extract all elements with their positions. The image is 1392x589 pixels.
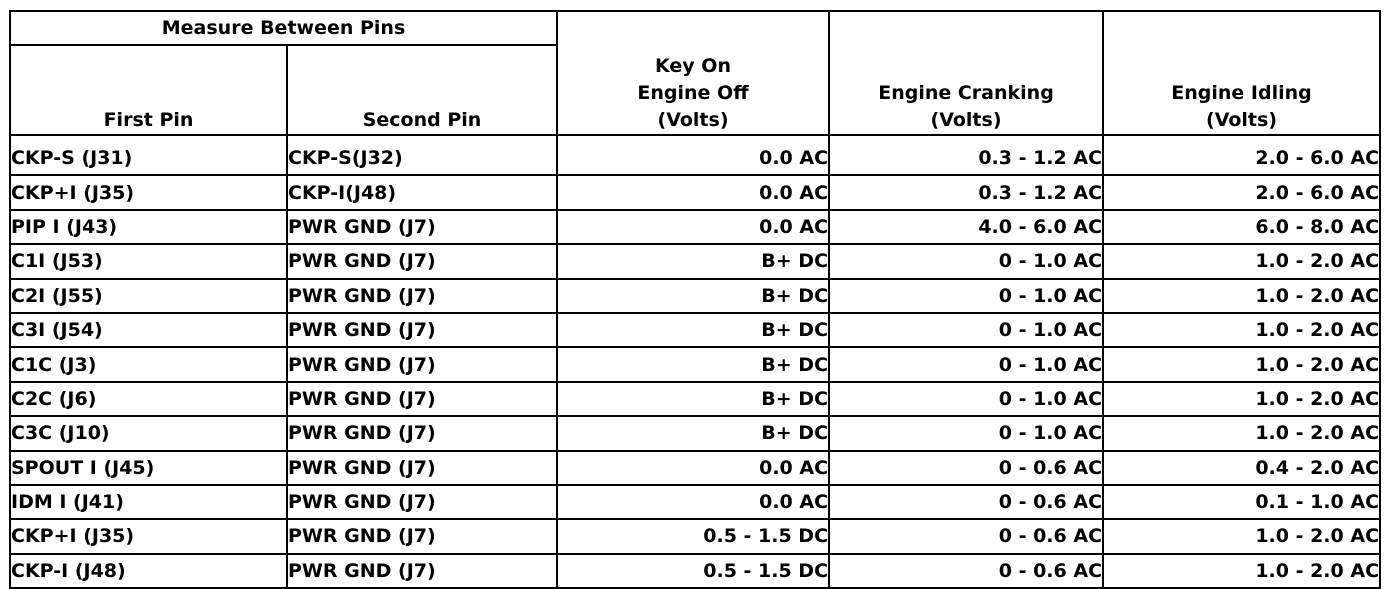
engine-idling-cell: 0.1 - 1.0 AC bbox=[1103, 485, 1380, 519]
first-pin-cell: C2I (J55) bbox=[10, 279, 287, 313]
engine-cranking-cell: 0 - 0.6 AC bbox=[829, 519, 1103, 553]
key-on-engine-off-cell: B+ DC bbox=[557, 313, 829, 347]
second-pin-cell: PWR GND (J7) bbox=[287, 485, 557, 519]
table-row bbox=[10, 244, 1380, 278]
engine-cranking-cell: 0 - 1.0 AC bbox=[829, 416, 1103, 450]
engine-cranking-cell: 0 - 1.0 AC bbox=[829, 313, 1103, 347]
engine-cranking-cell: 0 - 1.0 AC bbox=[829, 382, 1103, 416]
engine-cranking-header bbox=[829, 11, 1103, 135]
second-pin-cell: CKP-S(J32) bbox=[287, 135, 557, 175]
first-pin-cell: CKP-I (J48) bbox=[10, 554, 287, 588]
second-pin-cell: PWR GND (J7) bbox=[287, 451, 557, 485]
koeo-header-line-1: Key On bbox=[655, 55, 731, 77]
table-row bbox=[10, 554, 1380, 588]
engine-idling-cell: 1.0 - 2.0 AC bbox=[1103, 382, 1380, 416]
engine-idling-cell: 1.0 - 2.0 AC bbox=[1103, 313, 1380, 347]
table-body bbox=[10, 135, 1380, 588]
idling-header-line-2: (Volts) bbox=[1206, 109, 1278, 131]
second-pin-header: Second Pin bbox=[287, 45, 557, 135]
key-on-engine-off-cell: 0.5 - 1.5 DC bbox=[557, 519, 829, 553]
key-on-engine-off-cell: 0.5 - 1.5 DC bbox=[557, 554, 829, 588]
key-on-engine-off-cell: 0.0 AC bbox=[557, 485, 829, 519]
cranking-header-line-1: Engine Cranking bbox=[878, 82, 1054, 104]
first-pin-cell: C2C (J6) bbox=[10, 382, 287, 416]
table-row bbox=[10, 382, 1380, 416]
engine-cranking-cell: 0 - 0.6 AC bbox=[829, 451, 1103, 485]
table-row bbox=[10, 313, 1380, 347]
engine-cranking-cell: 0 - 1.0 AC bbox=[829, 347, 1103, 381]
second-pin-cell: CKP-I(J48) bbox=[287, 175, 557, 209]
second-pin-cell: PWR GND (J7) bbox=[287, 244, 557, 278]
key-on-engine-off-header bbox=[557, 11, 829, 135]
table-row bbox=[10, 451, 1380, 485]
second-pin-cell: PWR GND (J7) bbox=[287, 382, 557, 416]
key-on-engine-off-cell: B+ DC bbox=[557, 244, 829, 278]
second-pin-cell: PWR GND (J7) bbox=[287, 416, 557, 450]
table-row bbox=[10, 347, 1380, 381]
koeo-header-line-3: (Volts) bbox=[657, 109, 729, 131]
second-pin-cell: PWR GND (J7) bbox=[287, 519, 557, 553]
first-pin-cell: CKP+I (J35) bbox=[10, 175, 287, 209]
key-on-engine-off-cell: B+ DC bbox=[557, 416, 829, 450]
table-row bbox=[10, 279, 1380, 313]
cranking-header-line-2: (Volts) bbox=[930, 109, 1002, 131]
first-pin-cell: C1C (J3) bbox=[10, 347, 287, 381]
engine-idling-cell: 6.0 - 8.0 AC bbox=[1103, 210, 1380, 244]
first-pin-cell: C3I (J54) bbox=[10, 313, 287, 347]
first-pin-cell: C1I (J53) bbox=[10, 244, 287, 278]
pin-voltage-table bbox=[9, 10, 1381, 589]
key-on-engine-off-cell: 0.0 AC bbox=[557, 210, 829, 244]
first-pin-cell: CKP-S (J31) bbox=[10, 135, 287, 175]
second-pin-cell: PWR GND (J7) bbox=[287, 347, 557, 381]
engine-cranking-cell: 0 - 0.6 AC bbox=[829, 554, 1103, 588]
key-on-engine-off-cell: B+ DC bbox=[557, 382, 829, 416]
engine-idling-cell: 1.0 - 2.0 AC bbox=[1103, 554, 1380, 588]
table-row bbox=[10, 416, 1380, 450]
second-pin-cell: PWR GND (J7) bbox=[287, 554, 557, 588]
table-row bbox=[10, 135, 1380, 175]
engine-cranking-cell: 0 - 1.0 AC bbox=[829, 244, 1103, 278]
koeo-header-line-2: Engine Off bbox=[637, 82, 749, 104]
first-pin-cell: CKP+I (J35) bbox=[10, 519, 287, 553]
table-row bbox=[10, 485, 1380, 519]
engine-idling-cell: 2.0 - 6.0 AC bbox=[1103, 135, 1380, 175]
first-pin-cell: PIP I (J43) bbox=[10, 210, 287, 244]
engine-idling-cell: 0.4 - 2.0 AC bbox=[1103, 451, 1380, 485]
idling-header-line-1: Engine Idling bbox=[1171, 82, 1312, 104]
engine-idling-cell: 1.0 - 2.0 AC bbox=[1103, 416, 1380, 450]
first-pin-cell: IDM I (J41) bbox=[10, 485, 287, 519]
engine-cranking-cell: 0 - 0.6 AC bbox=[829, 485, 1103, 519]
measure-between-pins-header: Measure Between Pins bbox=[10, 11, 557, 45]
table-row bbox=[10, 210, 1380, 244]
engine-idling-cell: 2.0 - 6.0 AC bbox=[1103, 175, 1380, 209]
engine-cranking-cell: 4.0 - 6.0 AC bbox=[829, 210, 1103, 244]
first-pin-cell: C3C (J10) bbox=[10, 416, 287, 450]
first-pin-cell: SPOUT I (J45) bbox=[10, 451, 287, 485]
second-pin-cell: PWR GND (J7) bbox=[287, 279, 557, 313]
key-on-engine-off-cell: B+ DC bbox=[557, 279, 829, 313]
engine-cranking-cell: 0 - 1.0 AC bbox=[829, 279, 1103, 313]
engine-idling-cell: 1.0 - 2.0 AC bbox=[1103, 244, 1380, 278]
key-on-engine-off-cell: B+ DC bbox=[557, 347, 829, 381]
engine-cranking-cell: 0.3 - 1.2 AC bbox=[829, 135, 1103, 175]
engine-cranking-cell: 0.3 - 1.2 AC bbox=[829, 175, 1103, 209]
engine-idling-cell: 1.0 - 2.0 AC bbox=[1103, 519, 1380, 553]
key-on-engine-off-cell: 0.0 AC bbox=[557, 451, 829, 485]
key-on-engine-off-cell: 0.0 AC bbox=[557, 175, 829, 209]
engine-idling-header bbox=[1103, 11, 1380, 135]
table-row bbox=[10, 519, 1380, 553]
first-pin-header: First Pin bbox=[10, 45, 287, 135]
second-pin-cell: PWR GND (J7) bbox=[287, 313, 557, 347]
table-row bbox=[10, 175, 1380, 209]
engine-idling-cell: 1.0 - 2.0 AC bbox=[1103, 347, 1380, 381]
engine-idling-cell: 1.0 - 2.0 AC bbox=[1103, 279, 1380, 313]
second-pin-cell: PWR GND (J7) bbox=[287, 210, 557, 244]
key-on-engine-off-cell: 0.0 AC bbox=[557, 135, 829, 175]
